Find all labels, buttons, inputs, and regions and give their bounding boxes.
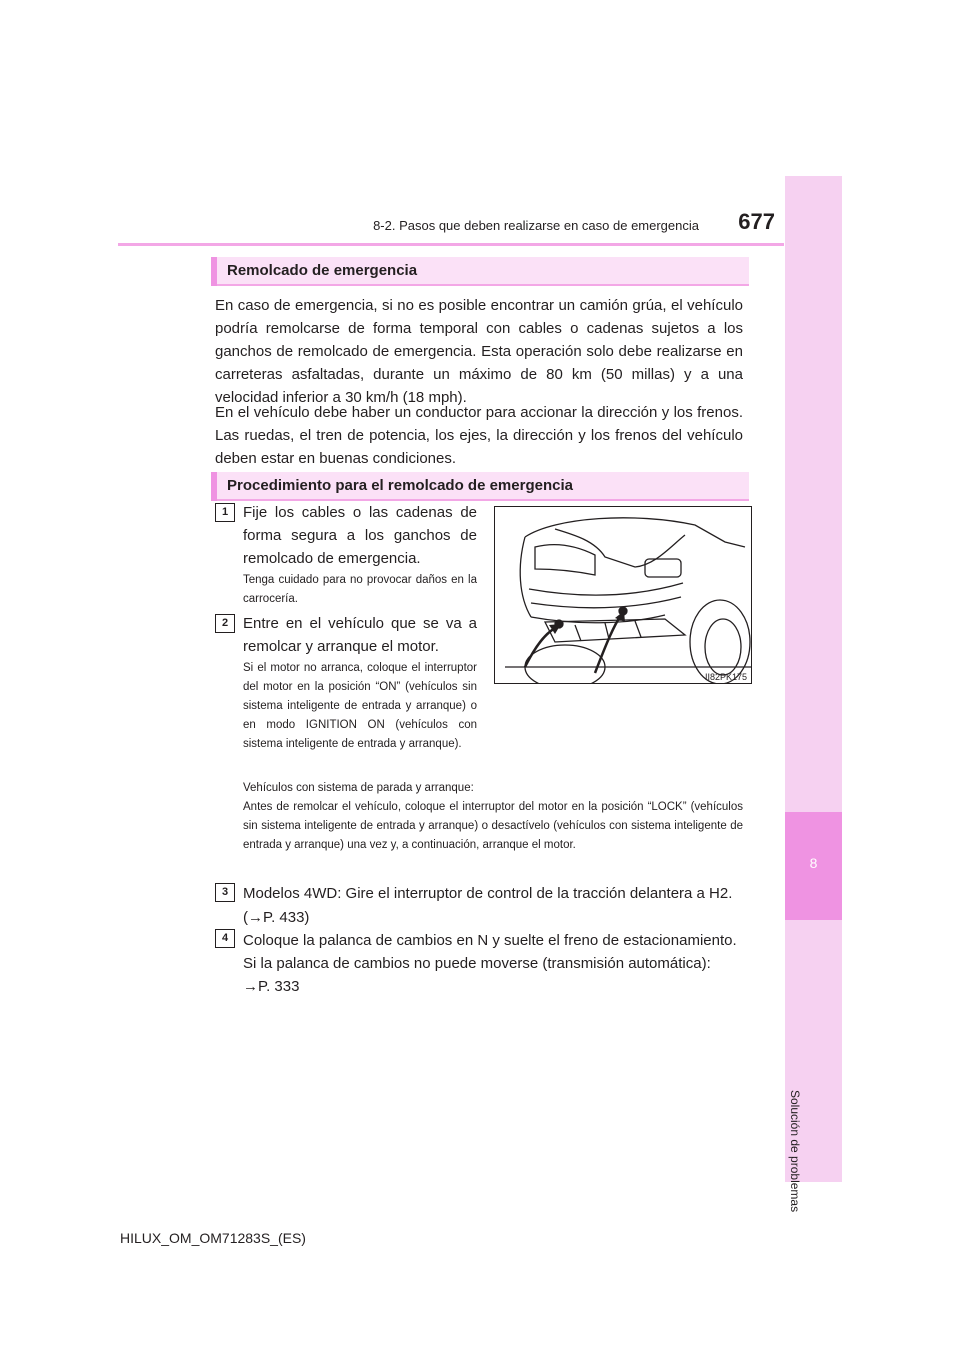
step-2-note2-title: Vehículos con sistema de parada y arranque: [243,782,474,794]
heading-procedimiento [211,472,749,501]
chapter-title: Solución de problemas [788,1090,802,1213]
step-4-text: Coloque la palanca de cambios en N y suelte el freno de estacionamiento. [243,932,737,949]
heading-text: Remolcado de emergencia [227,262,418,279]
figure-code: II82PK175 [704,672,747,682]
step-number-4: 4 [215,929,235,948]
step-3-text: Modelos 4WD: Gire el interruptor de control de la tracción delantera a H2. [243,885,733,902]
paragraph-driver: En el vehículo debe haber un conductor para accionar la dirección y los frenos. Las ruedas, el tren de potencia, los ejes, la dirección y los frenos del vehículo deben estar en buenas condiciones. [215,404,743,467]
towing-hooks-illustration [494,506,752,684]
document-id: HILUX_OM_OM71283S_(ES) [120,1230,306,1246]
step-3-ref[interactable]: (→P. 433) [243,909,310,926]
heading-marker [211,472,217,501]
vehicle-rear-drawing [495,507,751,683]
step-number-1: 1 [215,503,235,522]
heading-remolcado [211,257,749,286]
paragraph-intro: En caso de emergencia, si no es posible encontrar un camión grúa, el vehículo podría remolcarse de forma temporal con cables o cadenas sujetos a los ganchos de remolcado de emergencia. Esta operación solo debe realizarse en carreteras asfaltadas, durante un máximo de 80 km (50 millas) y a una velocidad inferior a 30 km/h (18 mph). [215,297,743,406]
step-2-text: Entre en el vehículo que se va a remolcar y arranque el motor. [243,615,477,655]
step-number-2: 2 [215,614,235,633]
step-number-3: 3 [215,883,235,902]
heading-text: Procedimiento para el remolcado de emergencia [227,477,573,494]
step-4-ref[interactable]: →P. 333 [243,978,300,995]
step-1-text: Fije los cables o las cadenas de forma segura a los ganchos de remolcado de emergencia. [243,504,477,567]
step-1-note: Tenga cuidado para no provocar daños en la carrocería. [243,574,477,605]
chapter-number: 8 [809,855,818,871]
page-number: 677 [738,209,775,234]
step-4-text2: Si la palanca de cambios no puede moverse (transmisión automática): [243,955,711,972]
section-title: 8-2. Pasos que deben realizarse en caso de emergencia [373,218,699,233]
heading-marker [211,257,217,286]
step-2-note: Si el motor no arranca, coloque el interruptor del motor en la posición “ON” (vehículos sin sistema inteligente de entrada y arranque) o en modo IGNITION ON (vehículos con sistema inteligente de entrada y arranque). [243,662,477,750]
step-2-note2: Antes de remolcar el vehículo, coloque el interruptor del motor en la posición “LOCK” (vehículos sin sistema inteligente de entrada y arranque) o desactívelo (vehículos con sistema inteligente de entrada y arranque) una vez y, a continuación, arranque el motor. [243,801,743,851]
header-rule [118,243,784,246]
